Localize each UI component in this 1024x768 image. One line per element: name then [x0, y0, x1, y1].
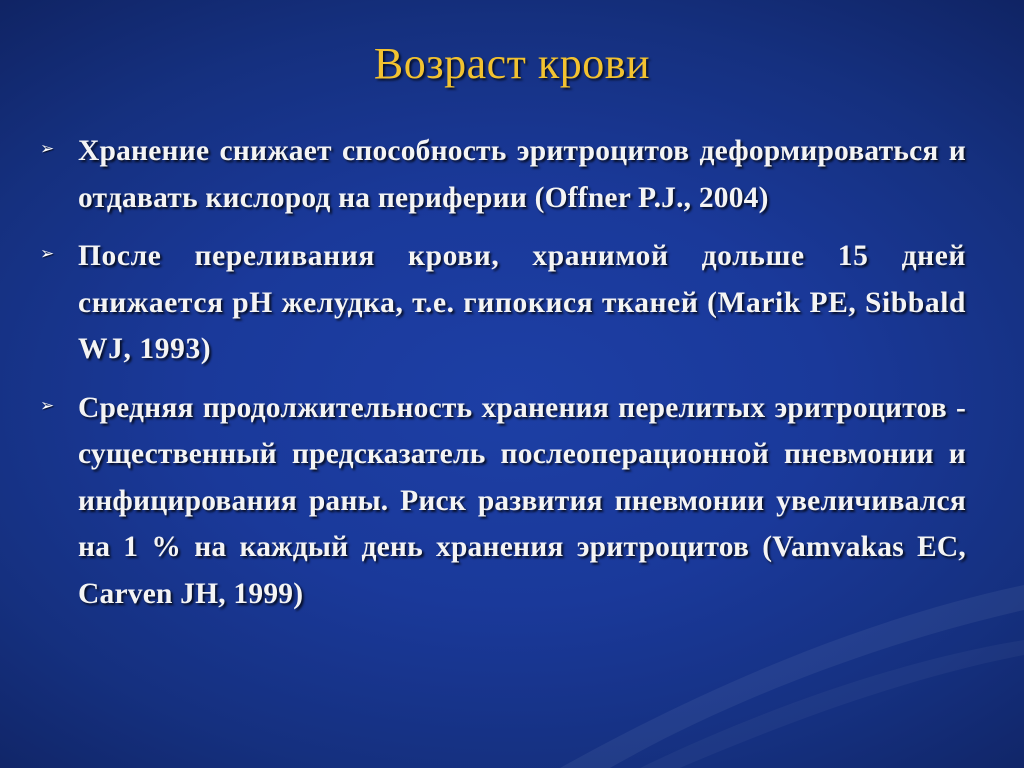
- slide-title: Возраст крови: [373, 39, 651, 88]
- arrow-bullet-icon: ➢: [40, 244, 55, 264]
- bullet-text: Средняя продолжительность хранения перелитых эритроцитов - существенный предсказатель послеоперационной пневмонии и инфицирования раны. Риск развития пневмонии увеличивался на 1 % на каждый день хранения эритроцитов (Vamvakas EC, Carven JH, 1999): [78, 391, 966, 610]
- bullet-item-3: [36, 385, 966, 618]
- bullet-text: Хранение снижает способность эритроцитов деформироваться и отдавать кислород на периферии (Offner P.J., 2004): [78, 135, 966, 214]
- bullet-text: После переливания крови, хранимой дольше 15 дней снижается pH желудка, т.е. гипокися тканей (Marik PE, Sibbald WJ, 1993): [78, 240, 966, 365]
- bullet-item-1: [36, 128, 966, 221]
- arrow-bullet-icon: ➢: [40, 139, 55, 159]
- bullet-item-2: [36, 233, 966, 373]
- bullet-list: [36, 128, 966, 629]
- arrow-bullet-icon: ➢: [40, 395, 55, 416]
